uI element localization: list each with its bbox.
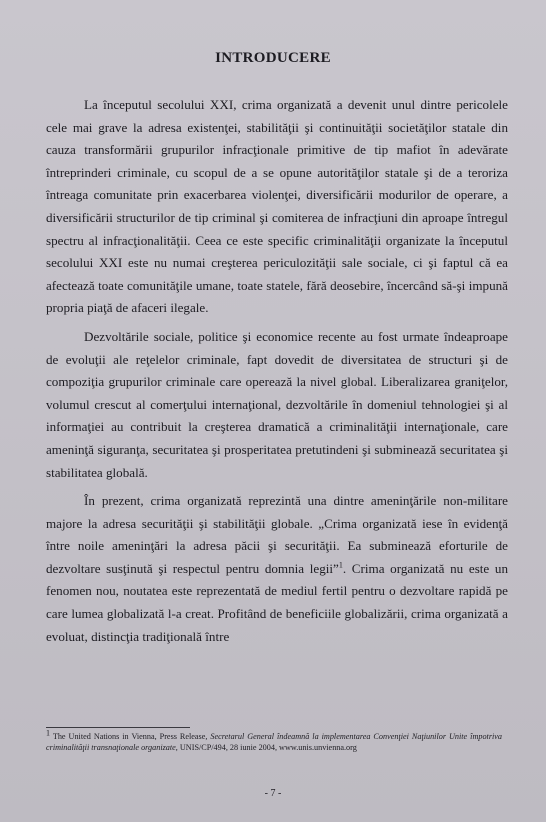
- paragraph-2: Dezvoltările sociale, politice şi economice recente au fost urmate îndeaproape de evoluţii ale reţelelor criminale, fapt dovedit de diversitatea de structuri şi de compoziţia grupurilor criminale care operează la nivel global. Liberalizarea graniţelor, volumul crescut al comerţului internaţional, dezvoltările în domeniul tehnologiei şi al informaţiei au contribuit la creşterea dramatică a criminalităţii internaţionale, care ameninţă siguranţa, securitatea şi prosperitatea pretutindeni şi subminează securitatea şi stabilitatea globală.: [46, 328, 508, 480]
- footnote-lead: The United Nations in Vienna, Press Release,: [50, 732, 211, 741]
- page-title: INTRODUCERE: [215, 50, 331, 66]
- footnote: [46, 728, 503, 753]
- paragraph-3: [46, 490, 508, 648]
- paragraph-3-text-b: . Crima organizată nu este un fenomen nou, noutatea este reprezentată de mediul fertil pentru o dezvoltare rapidă pe care lumea globalizată l-a creat. Profitând de beneficiile globalizării, crima organizată a evoluat, distincţia tradiţională între: [46, 560, 508, 644]
- document-body: [46, 94, 508, 654]
- page-number: - 7 -: [264, 788, 282, 799]
- footnote-number: 1: [46, 728, 50, 738]
- footnote-tail: , UNIS/CP/494, 28 iunie 2004, www.unis.unvienna.org: [175, 743, 357, 752]
- footnote-divider: [46, 727, 190, 728]
- footnote-italic-title: Secretarul General îndeamnă la implementarea Convenţiei Naţiunilor Unite împotriva criminalităţii transnaţionale organizate: [46, 732, 503, 752]
- footnote-reference[interactable]: 1: [338, 560, 343, 570]
- paragraph-1: La începutul secolului XXI, crima organizată a devenit unul dintre pericolele cele mai grave la adresa existenţei, stabilităţii şi continuităţii societăţilor statale din cauza transformării grupurilor infracţionale primitive de tip mafiot în adevărate întreprinderi criminale, cu scopul de a se opune autorităţilor statale şi de a teroriza întreaga comunitate prin exacerbarea violenţei, diversificării modurilor de operare, a diversificării structurilor de tip criminal şi comiterea de infracţiuni din aproape întregul spectru al infracţionalităţii. Ceea ce este specific criminalităţii organizate la începutul secolului XXI este nu numai creşterea periculozităţii sale sociale, ci şi faptul că ea afectează toate comunităţile umane, toate statele, fără deosebire, încercând să-şi impună propria piaţă de afaceri ilegale.: [46, 97, 508, 316]
- paragraph-3-text-a: În prezent, crima organizată reprezintă una dintre ameninţările non-militare majore la adresa securităţii şi stabilităţii globale. „Crima organizată iese în evidenţă între noile ameninţări la adresa păcii şi securităţii. Ea subminează eforturile de dezvoltare susţinută şi respectul pentru domnia legii”: [46, 493, 508, 576]
